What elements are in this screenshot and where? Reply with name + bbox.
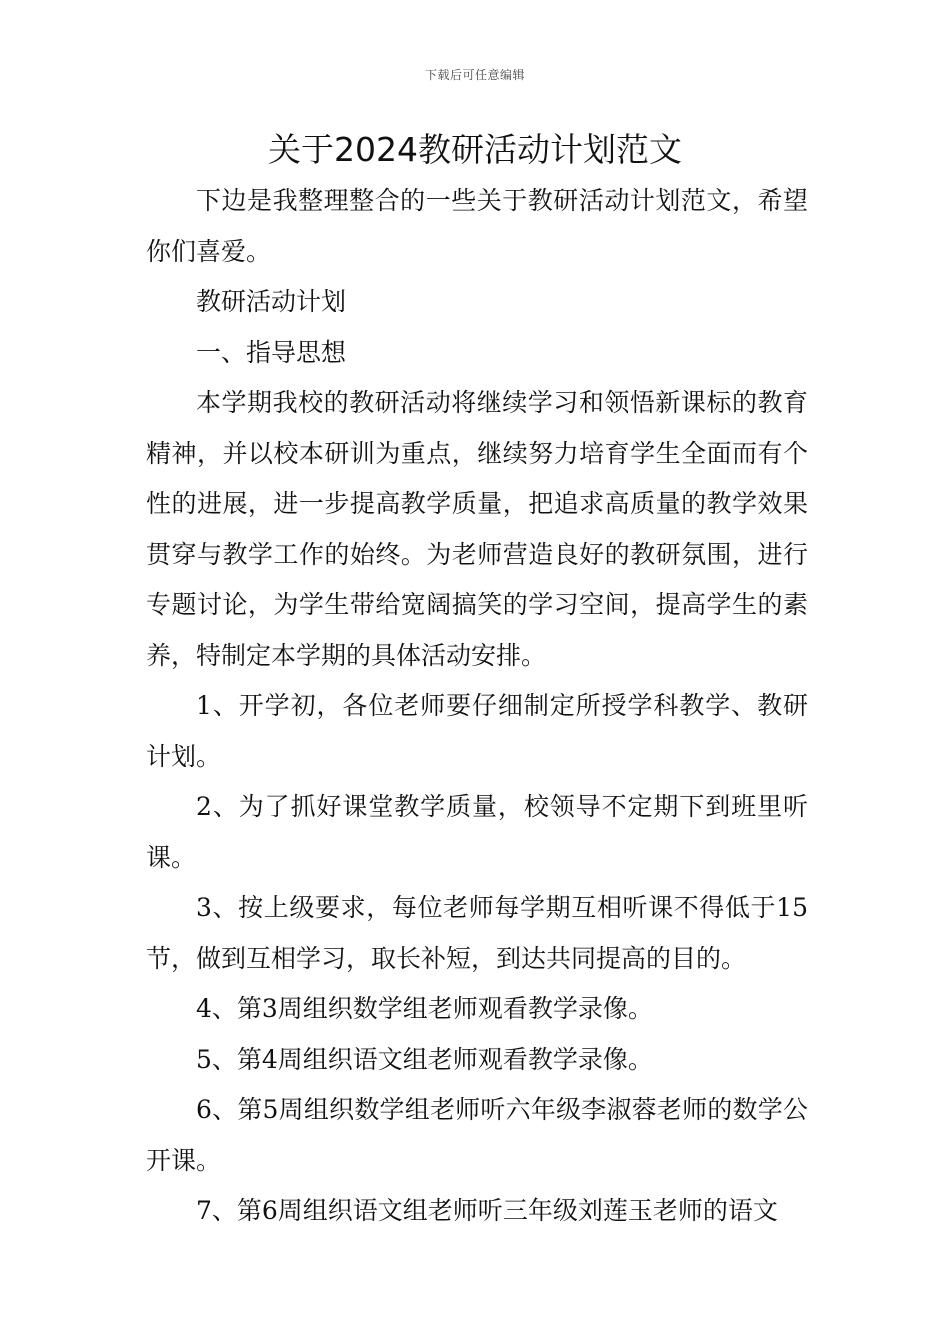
document-body xyxy=(146,176,808,1237)
paragraph-item-5: 5、第4周组织语文组老师观看教学录像。 xyxy=(196,1044,653,1074)
paragraph-intro: 下边是我整理整合的一些关于教研活动计划范文，希望你们喜爱。 xyxy=(146,186,808,266)
paragraph-item-3: 3、按上级要求，每位老师每学期互相听课不得低于15节，做到互相学习，取长补短，到达共同提高的目的。 xyxy=(146,893,808,973)
paragraph-section-heading: 教研活动计划 xyxy=(196,287,347,316)
paragraph-item-7: 7、第6周组织语文组老师听三年级刘莲玉老师的语文 xyxy=(196,1196,778,1225)
paragraph-subheading: 一、指导思想 xyxy=(196,337,347,367)
paragraph-item-1: 1、开学初，各位老师要仔细制定所授学科教学、教研计划。 xyxy=(146,691,808,771)
paragraph-item-6: 6、第5周组织数学组老师听六年级李淑蓉老师的数学公开课。 xyxy=(146,1095,808,1175)
paragraph-item-2: 2、为了抓好课堂教学质量，校领导不定期下到班里听课。 xyxy=(146,792,808,872)
paragraph-guiding-ideas: 本学期我校的教研活动将继续学习和领悟新课标的教育精神，并以校本研训为重点，继续努力培育学生全面而有个性的进展，进一步提高教学质量，把追求高质量的教学效果贯穿与教学工作的始终。为老师营造良好的教研氛围，进行专题讨论，为学生带给宽阔搞笑的学习空间，提高学生的素养，特制定本学期的具体活动安排。 xyxy=(146,388,808,670)
paragraph-item-4: 4、第3周组织数学组老师观看教学录像。 xyxy=(196,994,653,1023)
document-title: 关于2024教研活动计划范文 xyxy=(268,130,682,169)
header-note: 下载后可任意编辑 xyxy=(424,68,525,82)
